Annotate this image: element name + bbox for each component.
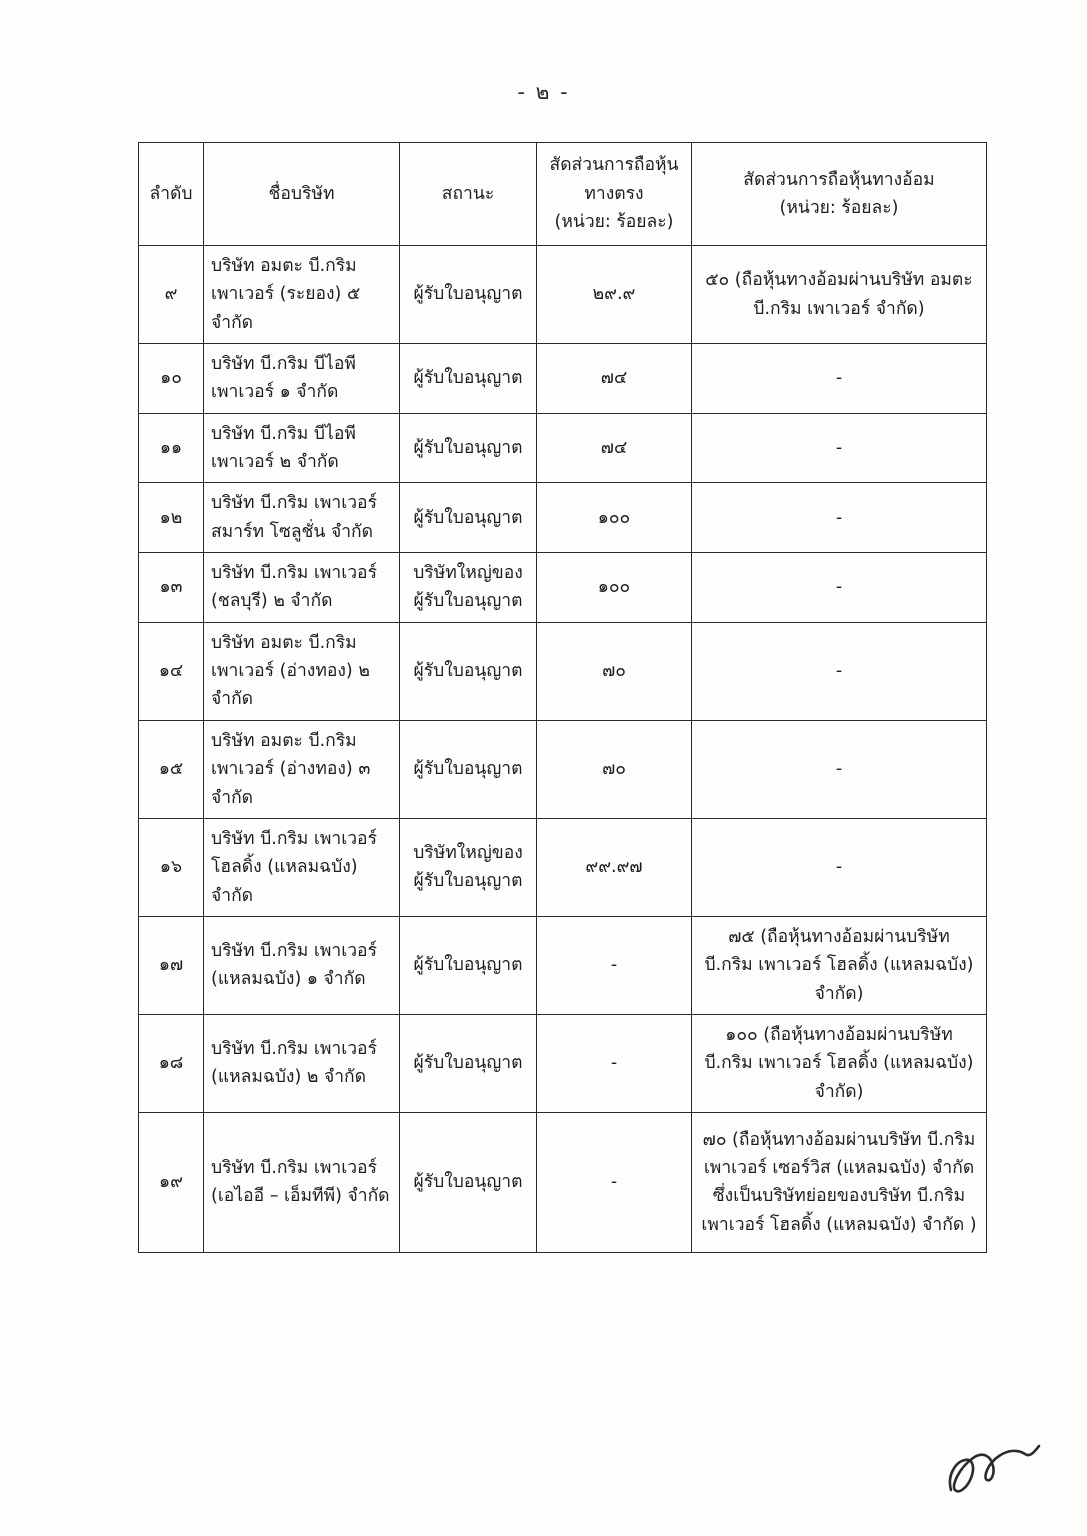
- cell-indirect-holding: [692, 1112, 987, 1252]
- cell-company-name: [204, 818, 400, 916]
- cell-status: [400, 483, 537, 553]
- table-row: [139, 622, 987, 720]
- cell-company-name-line: บริษัท บี.กริม บีไอพี: [211, 423, 356, 444]
- cell-order-number: ๑๗: [139, 916, 204, 1014]
- cell-direct-holding: ๗๔: [537, 344, 692, 414]
- cell-indirect-holding: [692, 720, 987, 818]
- cell-indirect-holding: [692, 413, 987, 483]
- cell-indirect-holding-line: ซึ่งเป็นบริษัทย่อยของบริษัท บี.กริม: [712, 1186, 966, 1207]
- cell-status: [400, 413, 537, 483]
- cell-company-name-line: เพาเวอร์ (อ่างทอง) ๒: [211, 661, 370, 682]
- cell-indirect-holding-line: ๗๕ (ถือหุ้นทางอ้อมผ่านบริษัท: [728, 926, 950, 947]
- cell-indirect-holding: [692, 246, 987, 344]
- cell-company-name: [204, 483, 400, 553]
- cell-company-name-line: บริษัท อมตะ บี.กริม: [211, 632, 357, 653]
- cell-indirect-holding-line: -: [835, 759, 843, 780]
- cell-company-name-line: (แหลมฉบัง) ๒ จำกัด: [211, 1067, 367, 1088]
- cell-indirect-holding: [692, 344, 987, 414]
- cell-status: [400, 553, 537, 623]
- cell-indirect-holding-line: บี.กริม เพาเวอร์ โฮลดิ้ง (แหลมฉบัง): [704, 955, 974, 976]
- cell-indirect-holding: [692, 1014, 987, 1112]
- page-number: - ๒ -: [517, 80, 570, 104]
- cell-indirect-holding-line: -: [835, 437, 843, 458]
- cell-indirect-holding: [692, 483, 987, 553]
- cell-direct-holding: ๗๐: [537, 622, 692, 720]
- cell-status-line: ผู้รับใบอนุญาต: [413, 591, 523, 612]
- cell-indirect-holding-line: -: [835, 368, 843, 389]
- cell-status: [400, 1014, 537, 1112]
- cell-order-number: ๙: [139, 246, 204, 344]
- cell-status: [400, 916, 537, 1014]
- cell-indirect-holding-line: บี.กริม เพาเวอร์ จำกัด): [753, 298, 925, 319]
- cell-indirect-holding: [692, 916, 987, 1014]
- cell-indirect-holding: [692, 818, 987, 916]
- cell-order-number: ๑๒: [139, 483, 204, 553]
- cell-indirect-holding-line: บี.กริม เพาเวอร์ โฮลดิ้ง (แหลมฉบัง): [704, 1053, 974, 1074]
- cell-direct-holding: ๑๐๐: [537, 483, 692, 553]
- cell-status: [400, 1112, 537, 1252]
- handwritten-signature-icon: [929, 1424, 1049, 1504]
- cell-indirect-holding: [692, 622, 987, 720]
- cell-company-name-line: บริษัท บี.กริม เพาเวอร์: [211, 1039, 377, 1060]
- cell-company-name: [204, 720, 400, 818]
- cell-company-name-line: บริษัท บี.กริม บีไอพี: [211, 354, 356, 375]
- cell-order-number: ๑๙: [139, 1112, 204, 1252]
- cell-company-name: [204, 553, 400, 623]
- cell-direct-holding: ๗๐: [537, 720, 692, 818]
- cell-status: [400, 720, 537, 818]
- cell-company-name-line: จำกัด: [211, 787, 254, 808]
- indirect-header-line-2: (หน่วย: ร้อยละ): [779, 198, 899, 218]
- cell-indirect-holding-line: เพาเวอร์ เซอร์วิส (แหลมฉบัง) จำกัด: [703, 1158, 975, 1179]
- cell-company-name-line: บริษัท บี.กริม เพาเวอร์: [211, 941, 377, 962]
- cell-status: [400, 622, 537, 720]
- cell-company-name-line: บริษัท บี.กริม เพาเวอร์: [211, 563, 377, 584]
- cell-order-number: ๑๐: [139, 344, 204, 414]
- cell-company-name-line: โฮลดิ้ง (แหลมฉบัง): [211, 857, 358, 878]
- cell-company-name: [204, 1112, 400, 1252]
- column-header-direct-holding: [537, 143, 692, 246]
- cell-order-number: ๑๘: [139, 1014, 204, 1112]
- cell-status-line: ผู้รับใบอนุญาต: [413, 1053, 523, 1074]
- table-row: [139, 344, 987, 414]
- shareholding-table-container: [138, 142, 986, 1253]
- table-row: [139, 818, 987, 916]
- cell-status-line: ผู้รับใบอนุญาต: [413, 368, 523, 389]
- cell-indirect-holding-line: ๕๐ (ถือหุ้นทางอ้อมผ่านบริษัท อมตะ: [705, 270, 973, 291]
- cell-order-number: ๑๖: [139, 818, 204, 916]
- cell-status-line: ผู้รับใบอนุญาต: [413, 661, 523, 682]
- cell-direct-holding: -: [537, 1014, 692, 1112]
- table-row: [139, 916, 987, 1014]
- cell-status-line: ผู้รับใบอนุญาต: [413, 437, 523, 458]
- column-header-no: ลำดับ: [139, 143, 204, 246]
- cell-company-name-line: (แหลมฉบัง) ๑ จำกัด: [211, 969, 366, 990]
- cell-indirect-holding-line: เพาเวอร์ โฮลดิ้ง (แหลมฉบัง) จำกัด ): [701, 1214, 977, 1235]
- cell-company-name-line: จำกัด: [211, 885, 254, 906]
- cell-company-name-line: บริษัท บี.กริม เพาเวอร์: [211, 493, 377, 514]
- direct-header-line-1: สัดส่วนการถือหุ้น: [549, 155, 679, 176]
- cell-company-name: [204, 246, 400, 344]
- table-row: [139, 413, 987, 483]
- cell-company-name-line: บริษัท บี.กริม เพาเวอร์: [211, 1158, 377, 1179]
- cell-status-line: ผู้รับใบอนุญาต: [413, 955, 523, 976]
- cell-status-line: ผู้รับใบอนุญาต: [413, 507, 523, 528]
- cell-status-line: บริษัทใหญ่ของ: [413, 563, 523, 584]
- cell-order-number: ๑๔: [139, 622, 204, 720]
- cell-company-name-line: บริษัท บี.กริม เพาเวอร์: [211, 828, 377, 849]
- cell-company-name: [204, 622, 400, 720]
- cell-indirect-holding-line: -: [835, 661, 843, 682]
- cell-company-name-line: จำกัด: [211, 689, 254, 710]
- cell-company-name-line: (เอไออี – เอ็มทีพี) จำกัด: [211, 1186, 390, 1207]
- cell-order-number: ๑๓: [139, 553, 204, 623]
- cell-company-name-line: บริษัท อมตะ บี.กริม: [211, 256, 357, 276]
- cell-indirect-holding-line: จำกัด): [814, 983, 864, 1004]
- cell-indirect-holding-line: -: [835, 577, 843, 598]
- cell-order-number: ๑๕: [139, 720, 204, 818]
- cell-indirect-holding-line: -: [835, 507, 843, 528]
- table-row: [139, 720, 987, 818]
- cell-status-line: ผู้รับใบอนุญาต: [413, 284, 523, 305]
- cell-company-name-line: บริษัท อมตะ บี.กริม: [211, 730, 357, 751]
- column-header-status: สถานะ: [400, 143, 537, 246]
- cell-direct-holding: ๑๐๐: [537, 553, 692, 623]
- cell-indirect-holding-line: ๗๐ (ถือหุ้นทางอ้อมผ่านบริษัท บี.กริม: [702, 1129, 976, 1150]
- table-body: [139, 246, 987, 1253]
- cell-company-name: [204, 916, 400, 1014]
- cell-status-line: บริษัทใหญ่ของ: [413, 843, 523, 864]
- cell-company-name: [204, 344, 400, 414]
- cell-direct-holding: -: [537, 916, 692, 1014]
- cell-indirect-holding-line: ๑๐๐ (ถือหุ้นทางอ้อมผ่านบริษัท: [725, 1024, 953, 1045]
- table-row: [139, 246, 987, 344]
- cell-company-name-line: สมาร์ท โซลูชั่น จำกัด: [211, 521, 373, 542]
- cell-indirect-holding-line: จำกัด): [814, 1081, 864, 1102]
- cell-company-name-line: เพาเวอร์ (อ่างทอง) ๓: [211, 759, 371, 780]
- cell-direct-holding: -: [537, 1112, 692, 1252]
- column-header-indirect-holding: [692, 143, 987, 246]
- indirect-header-line-1: สัดส่วนการถือหุ้นทางอ้อม: [743, 169, 935, 190]
- cell-company-name: [204, 413, 400, 483]
- cell-indirect-holding: [692, 553, 987, 623]
- cell-company-name-line: (ชลบุรี) ๒ จำกัด: [211, 591, 333, 612]
- cell-company-name-line: เพาเวอร์ (ระยอง) ๕: [211, 284, 361, 305]
- cell-company-name: [204, 1014, 400, 1112]
- direct-header-line-3: (หน่วย: ร้อยละ): [554, 212, 674, 233]
- cell-status-line: ผู้รับใบอนุญาต: [413, 871, 523, 892]
- cell-direct-holding: ๙๙.๙๗: [537, 818, 692, 916]
- cell-status-line: ผู้รับใบอนุญาต: [413, 759, 523, 780]
- cell-status-line: ผู้รับใบอนุญาต: [413, 1172, 523, 1193]
- cell-direct-holding: ๒๙.๙: [537, 246, 692, 344]
- cell-company-name-line: เพาเวอร์ ๒ จำกัด: [211, 452, 339, 473]
- cell-company-name-line: จำกัด: [211, 312, 254, 333]
- cell-indirect-holding-line: -: [835, 857, 843, 878]
- table-row: [139, 553, 987, 623]
- cell-direct-holding: ๗๔: [537, 413, 692, 483]
- table-row: [139, 1112, 987, 1252]
- cell-order-number: ๑๑: [139, 413, 204, 483]
- cell-status: [400, 246, 537, 344]
- shareholding-table: [138, 142, 987, 1253]
- table-row: [139, 483, 987, 553]
- column-header-company-name: ชื่อบริษัท: [204, 143, 400, 246]
- cell-company-name-line: เพาเวอร์ ๑ จำกัด: [211, 382, 339, 403]
- cell-status: [400, 818, 537, 916]
- direct-header-line-2: ทางตรง: [584, 183, 644, 204]
- table-header-row: [139, 143, 987, 246]
- cell-status: [400, 344, 537, 414]
- table-row: [139, 1014, 987, 1112]
